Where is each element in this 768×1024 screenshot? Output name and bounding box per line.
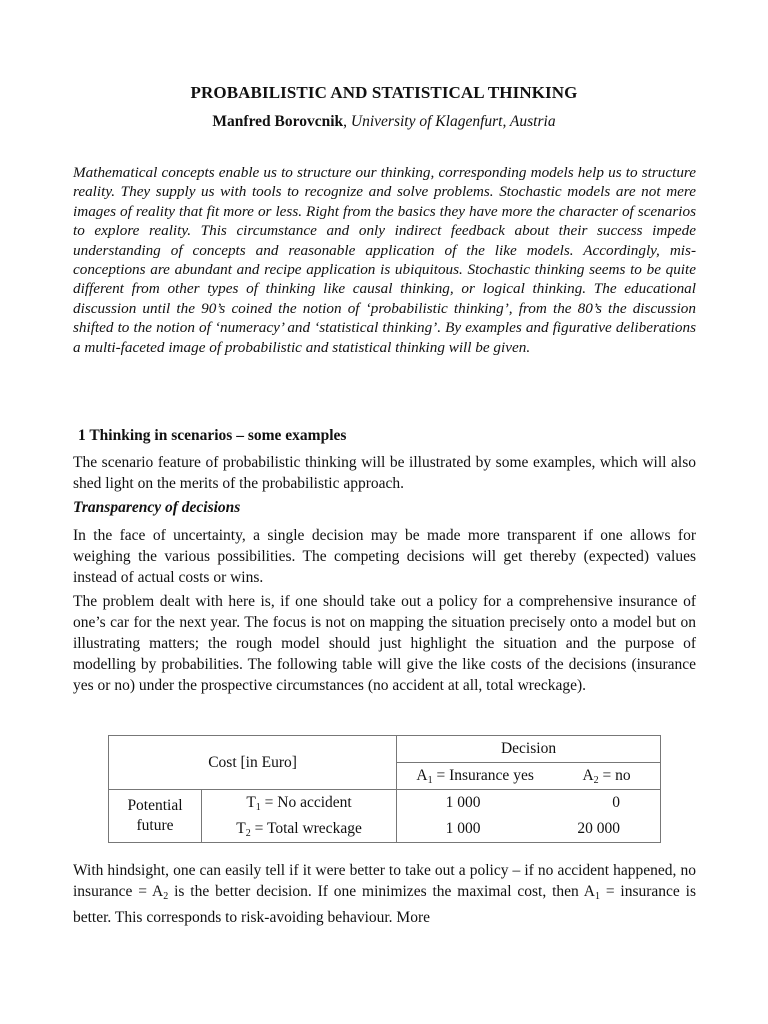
a1-header-cell: [397, 763, 554, 790]
row-group-label: Potential future: [127, 797, 183, 834]
paper-title: PROBABILISTIC AND STATISTICAL THINKING: [190, 83, 578, 102]
decision-header: Decision: [500, 740, 557, 757]
t1-label: $T_1 = No$ accident: [246, 793, 352, 813]
paragraph-transparency: In the face of uncertainty, a single decision may be made more transparent if one allows for weighing the various possibilities. The competing decisions will get thereby (expected) values instead of actual costs or wins.: [73, 527, 696, 586]
cost-table: [108, 735, 661, 843]
author-affiliation: University of Klagenfurt, Austria: [350, 113, 556, 130]
t2-label: $T_2$ = Total wreckage: [236, 819, 362, 839]
byline: Manfred Borovcnik, University of Klagenfurt, Austria: [212, 113, 556, 130]
t1-a2-cell: [553, 790, 660, 817]
cost-header-cell: [109, 736, 397, 790]
t2-a2-cell: [553, 816, 660, 843]
t2-a1-value: 1 000: [445, 820, 481, 837]
cost-header: Cost [in Euro]: [208, 753, 297, 771]
t2-a2-value: 20 000: [577, 820, 620, 837]
section-heading: 1 Thinking in scenarios – some examples: [78, 427, 347, 444]
t1-a1-cell: [397, 790, 554, 817]
t1-a1-value: 1 000: [445, 794, 481, 811]
paragraph-problem: The problem dealt with here is, if one should take out a policy for a comprehensive insurance of one’s car for the next year. The focus is not on mapping the situation precisely onto a model but on illustrating matters; the rough model should just highlight the situation and the purpose of modelling by probabilities. The following table will give the like costs of the decisions (insurance yes or no) under the prospective circumstances (no accident at all, total wreckage).: [73, 593, 696, 694]
a2-header: $A_2$ = no: [582, 766, 631, 786]
abstract: Mathematical concepts enable us to structure our thinking, corresponding models help us to structure reality. They supply us with tools to recognize and solve problems. Stochastic models are not mere images of reality that fit more or less. Right from the basics they have more the character of scenarios to explore reality. This circumstance and only indirect feedback about their success impede understanding of concepts and reasonable application of the like models. Accordingly, mis-conceptions are abundant and recipe application is ubiquitous. Stochastic thinking seems to be quite different from other types of thinking like causal thinking, or logical thinking. The educational discussion until the 90’s coined the notion of ‘probabilistic thinking’, from the 80’s the discussion shifted to the notion of ‘numeracy’ and ‘statistical thinking’. By examples and figurative deliberations a multi-faceted image of probabilistic and statistical thinking will be given.: [73, 164, 696, 356]
paragraph-hindsight: With hindsight, one can easily tell if it were better to take out a policy – if no accident happened, no insurance = $A_2$ is the better decision. If one minimizes the maximal cost, then $A_1$ = insurance is better. This corresponds to risk-avoiding behaviour. More: [73, 862, 697, 926]
subsection-heading: Transparency of decisions: [73, 499, 241, 516]
a1-header: $A_1$ = Insurance yes: [416, 766, 534, 786]
t1-a2-value: 0: [612, 794, 620, 811]
t1-label-cell: [202, 790, 397, 817]
author-name: Manfred Borovcnik: [212, 113, 344, 130]
decision-header-cell: [397, 736, 661, 763]
t2-label-cell: [202, 816, 397, 843]
a2-header-cell: [553, 763, 660, 790]
row-group-cell: [109, 790, 202, 843]
paragraph-intro: The scenario feature of probabilistic thinking will be illustrated by some examples, which will also shed light on the merits of the probabilistic approach.: [73, 454, 696, 492]
t2-a1-cell: [397, 816, 554, 843]
